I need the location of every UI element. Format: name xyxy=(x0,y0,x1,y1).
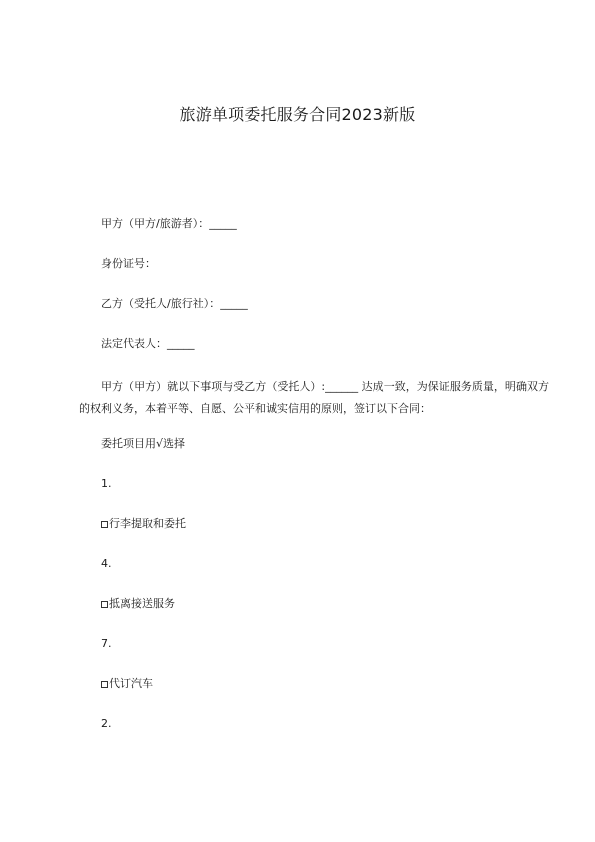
item-row xyxy=(101,596,175,612)
item-number: 4. xyxy=(101,557,112,570)
item-label: 行李提取和委托 xyxy=(109,517,186,530)
party-b-line: 乙方（受托人/旅行社）：_____ xyxy=(101,297,248,310)
item-number: 7. xyxy=(101,637,112,650)
item-row xyxy=(101,676,153,692)
empty-checkbox-icon xyxy=(101,681,108,688)
item-row xyxy=(101,516,186,532)
id-number-line: 身份证号： xyxy=(101,257,156,270)
item-number: 1. xyxy=(101,477,112,490)
items-heading: 委托项目用√选择 xyxy=(101,437,186,450)
item-number: 2. xyxy=(101,717,112,730)
legal-representative-line: 法定代表人：_____ xyxy=(101,337,195,350)
intro-paragraph: 甲方（甲方）就以下事项与受乙方（受托人）:______ 达成一致，为保证服务质量，明确双方的权利义务，本着平等、自愿、公平和诚实信用的原则，签订以下合同： xyxy=(79,380,549,415)
document-title: 旅游单项委托服务合同2023新版 xyxy=(179,105,416,124)
item-label: 代订汽车 xyxy=(109,677,153,690)
item-label: 抵离接送服务 xyxy=(109,597,175,610)
empty-checkbox-icon xyxy=(101,601,108,608)
empty-checkbox-icon xyxy=(101,521,108,528)
party-a-line: 甲方（甲方/旅游者）：_____ xyxy=(101,217,237,230)
